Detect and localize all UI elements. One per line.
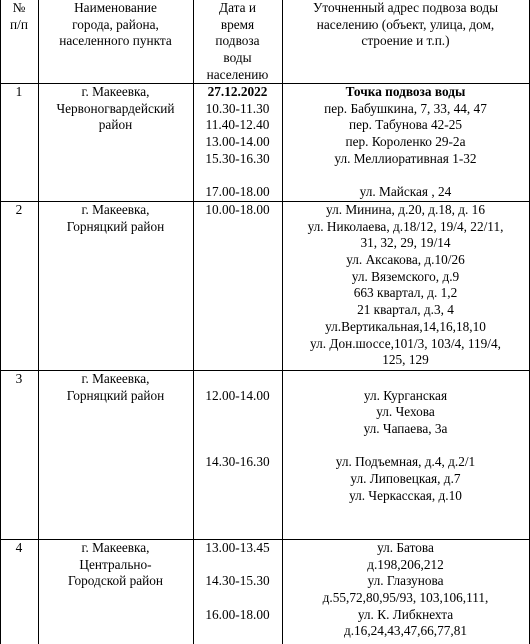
header-text: Уточненный адрес подвоза воды	[312, 0, 499, 15]
cell-text: Горняцкий район	[66, 218, 165, 234]
cell-text: 21 квартал, д.3, 4	[357, 302, 454, 318]
cell-text	[193, 557, 282, 574]
cell-text: 15.30-16.30	[205, 150, 270, 166]
cell-text: 125, 129	[382, 352, 429, 368]
cell-text	[193, 404, 282, 421]
cell-text: 13.00-13.45	[205, 540, 270, 555]
row-3-name	[38, 371, 193, 404]
header-text: время	[220, 16, 255, 32]
cell-text: ул. К. Либкнехта	[357, 606, 454, 622]
cell-text: ул. Батова	[377, 540, 434, 555]
row-4-name	[38, 540, 193, 590]
row-2-address	[282, 202, 529, 369]
cell-text: ул. Черкасская, д.10	[349, 487, 462, 503]
cell-text: район	[98, 117, 133, 133]
row-3-num	[0, 371, 38, 388]
cell-text: 31, 32, 29, 19/14	[360, 235, 451, 251]
cell-text: д.55,72,80,95/93, 103,106,111,	[322, 590, 489, 606]
cell-text: ул. Меллиоративная 1-32	[334, 150, 477, 166]
row-3-time	[193, 371, 282, 471]
cell-text: 27.12.2022	[207, 84, 268, 99]
header-text: населению	[206, 66, 269, 82]
cell-text	[193, 590, 282, 607]
header-address	[282, 0, 529, 50]
header-text: п/п	[10, 16, 28, 32]
header-text: Дата и	[219, 0, 256, 15]
cell-text: ул. Николаева, д.18/12, 19/4, 22/11,	[307, 218, 504, 234]
cell-text: г. Макеевка,	[81, 84, 150, 99]
cell-text: Точка подвоза воды	[345, 84, 466, 99]
cell-text: г. Макеевка,	[81, 202, 150, 217]
header-name	[38, 0, 193, 50]
cell-text: ул. Аксакова, д.10/26	[346, 252, 465, 268]
header-text: строение и т.п.)	[361, 33, 450, 49]
cell-text	[193, 371, 282, 388]
row-4-num	[0, 540, 38, 557]
cell-text: 14.30-15.30	[205, 573, 270, 589]
cell-text: 1	[15, 84, 23, 99]
row-4-address	[282, 540, 529, 640]
cell-text: пер. Короленко 29-2а	[345, 134, 466, 150]
header-text: населению (объект, улица, дом,	[316, 16, 495, 32]
cell-text: ул. Липовецкая, д.7	[350, 471, 461, 487]
header-text: подвоза	[215, 33, 260, 49]
cell-text: ул. Курганская	[363, 387, 448, 403]
row-1-num	[0, 84, 38, 101]
cell-text	[282, 438, 529, 455]
cell-text	[193, 421, 282, 438]
cell-text: д.198,206,212	[367, 556, 444, 572]
cell-text: пер. Табунова 42-25	[348, 117, 463, 133]
cell-text: 10.30-11.30	[205, 100, 270, 116]
cell-text	[282, 167, 529, 184]
cell-text: г. Макеевка,	[81, 540, 150, 555]
header-text: населенного пункта	[59, 33, 172, 49]
row-2-name	[38, 202, 193, 235]
cell-text: 10.00-18.00	[205, 202, 270, 217]
header-text: №	[12, 0, 26, 15]
cell-text: ул. Минина, д.20, д.18, д. 16	[326, 202, 485, 217]
cell-text: д.16,24,43,47,66,77,81	[343, 623, 468, 639]
row-4-time	[193, 540, 282, 623]
cell-text: 663 квартал, д. 1,2	[353, 285, 458, 301]
row-1-time	[193, 84, 282, 201]
cell-text: Горняцкий район	[66, 387, 165, 403]
header-text: города, района,	[72, 16, 159, 32]
cell-text: ул.Вертикальная,14,16,18,10	[325, 318, 486, 334]
cell-text: ул. Подъемная, д.4, д.2/1	[335, 454, 476, 470]
cell-text: пер. Бабушкина, 7, 33, 44, 47	[324, 100, 487, 116]
row-2-time	[193, 202, 282, 219]
cell-text: Центрально-	[79, 556, 152, 572]
cell-text	[193, 438, 282, 455]
cell-text: 11.40-12.40	[205, 117, 270, 133]
cell-text: 4	[15, 540, 23, 555]
cell-text: ул. Дон.шоссе,101/3, 103/4, 119/4,	[310, 335, 501, 351]
cell-text: 2	[15, 202, 23, 217]
header-num	[0, 0, 38, 33]
header-text: воды	[223, 50, 252, 66]
row-2-num	[0, 202, 38, 219]
header-time	[193, 0, 282, 83]
cell-text	[193, 167, 282, 184]
cell-text: Городской район	[67, 573, 164, 589]
row-1-name	[38, 84, 193, 134]
cell-text: ул. Чехова	[376, 404, 435, 420]
cell-text: г. Макеевка,	[81, 371, 150, 386]
cell-text: 17.00-18.00	[205, 184, 270, 200]
cell-text: ул. Чапаева, 3а	[363, 421, 448, 437]
cell-text: 13.00-14.00	[205, 134, 270, 150]
cell-text: ул. Глазунова	[367, 573, 444, 589]
cell-text: ул. Вяземского, д.9	[351, 268, 460, 284]
header-text: Наименование	[74, 0, 157, 15]
cell-text: 3	[15, 371, 23, 386]
cell-text: Червоногвардейский	[56, 100, 175, 116]
cell-text: ул. Майская , 24	[359, 184, 452, 200]
cell-text	[282, 371, 529, 388]
cell-text: 16.00-18.00	[205, 606, 270, 622]
row-1-address	[282, 84, 529, 201]
row-3-address	[282, 371, 529, 505]
cell-text: 14.30-16.30	[205, 454, 270, 470]
cell-text: 12.00-14.00	[205, 387, 270, 403]
